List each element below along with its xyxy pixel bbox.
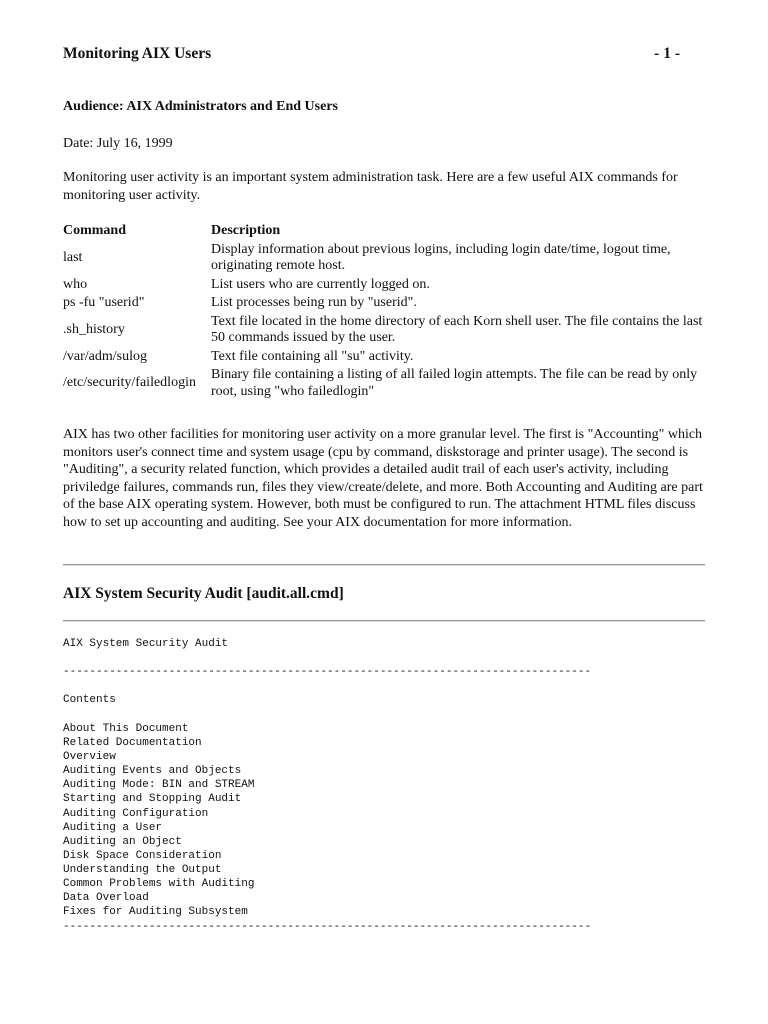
audience-heading: Audience: AIX Administrators and End Users bbox=[63, 99, 338, 114]
toc-item: Common Problems with Auditing bbox=[63, 878, 255, 891]
document-date: Date: July 16, 1999 bbox=[63, 136, 173, 151]
commands-table bbox=[61, 222, 713, 401]
toc-item: Understanding the Output bbox=[63, 863, 222, 876]
description-cell: List users who are currently logged on. bbox=[211, 276, 430, 292]
toc-item: Auditing a User bbox=[63, 821, 163, 834]
description-cell: Binary file containing a listing of all failed login attempts. The file can be read by only root, using "who failedlogin" bbox=[211, 367, 698, 399]
table-row bbox=[61, 241, 713, 276]
text-separator: -------------------------------------------------------------------------------- bbox=[63, 921, 592, 933]
command-cell: /var/adm/sulog bbox=[63, 348, 147, 364]
column-header-description: Description bbox=[211, 223, 281, 238]
table-row bbox=[61, 294, 713, 313]
toc-item: Data Overload bbox=[63, 892, 149, 905]
table-row bbox=[61, 313, 713, 348]
table-row bbox=[61, 276, 713, 295]
section-title: AIX System Security Audit [audit.all.cmd] bbox=[63, 585, 344, 602]
toc-item: Starting and Stopping Audit bbox=[63, 793, 242, 806]
description-cell: List processes being run by "userid". bbox=[211, 295, 417, 310]
document-title: Monitoring AIX Users bbox=[63, 45, 212, 62]
description-cell: Text file located in the home directory of each Korn shell user. The file contains the last 50 commands issued by the user. bbox=[211, 313, 703, 345]
toc-item: Overview bbox=[63, 751, 116, 764]
table-header-row bbox=[61, 222, 713, 241]
table-of-contents bbox=[63, 722, 254, 919]
page-number: - 1 - bbox=[654, 45, 680, 62]
accounting-auditing-paragraph: AIX has two other facilities for monitoring user activity on a more granular level. The first is "Accounting" which monitors user's connect time and system usage (cpu by command, diskstorage and printer usage). The second is "Auditing", a security related function, which provides a detailed audit trail of each user's activity, including priviledge failures, commands run, files they view/create/delete, and more. Both Accounting and Auditing are part of the base AIX operating system. However, both must be configured to run. The attachment HTML files discuss how to set up accounting and auditing. See your AIX documentation for more information. bbox=[63, 427, 703, 530]
command-cell: ps -fu "userid" bbox=[63, 295, 145, 310]
toc-item: Auditing an Object bbox=[63, 835, 182, 848]
description-cell: Text file containing all "su" activity. bbox=[211, 348, 414, 364]
intro-paragraph: Monitoring user activity is an important system administration task. Here are a few useful AIX commands for monitoring user activity. bbox=[63, 170, 678, 203]
command-cell: who bbox=[63, 276, 88, 292]
toc-item: Related Documentation bbox=[63, 737, 202, 750]
toc-item: Auditing Mode: BIN and STREAM bbox=[63, 779, 255, 792]
column-header-command: Command bbox=[63, 223, 127, 238]
horizontal-divider bbox=[63, 564, 705, 566]
horizontal-divider bbox=[63, 620, 705, 622]
command-cell: .sh_history bbox=[63, 321, 125, 337]
command-cell: last bbox=[63, 249, 83, 265]
toc-item: Fixes for Auditing Subsystem bbox=[63, 906, 248, 919]
audit-doc-title: AIX System Security Audit bbox=[63, 638, 229, 650]
toc-item: Auditing Configuration bbox=[63, 807, 209, 820]
description-cell: Display information about previous logins, including login date/time, logout time, originating remote host. bbox=[211, 241, 671, 273]
toc-item: About This Document bbox=[63, 723, 189, 735]
contents-heading: Contents bbox=[63, 694, 116, 706]
text-separator: -------------------------------------------------------------------------------- bbox=[63, 666, 592, 678]
toc-item: Disk Space Consideration bbox=[63, 849, 222, 862]
table-row bbox=[61, 348, 713, 367]
command-cell: /etc/security/failedlogin bbox=[63, 375, 196, 391]
table-row bbox=[61, 366, 713, 401]
toc-item: Auditing Events and Objects bbox=[63, 765, 242, 778]
